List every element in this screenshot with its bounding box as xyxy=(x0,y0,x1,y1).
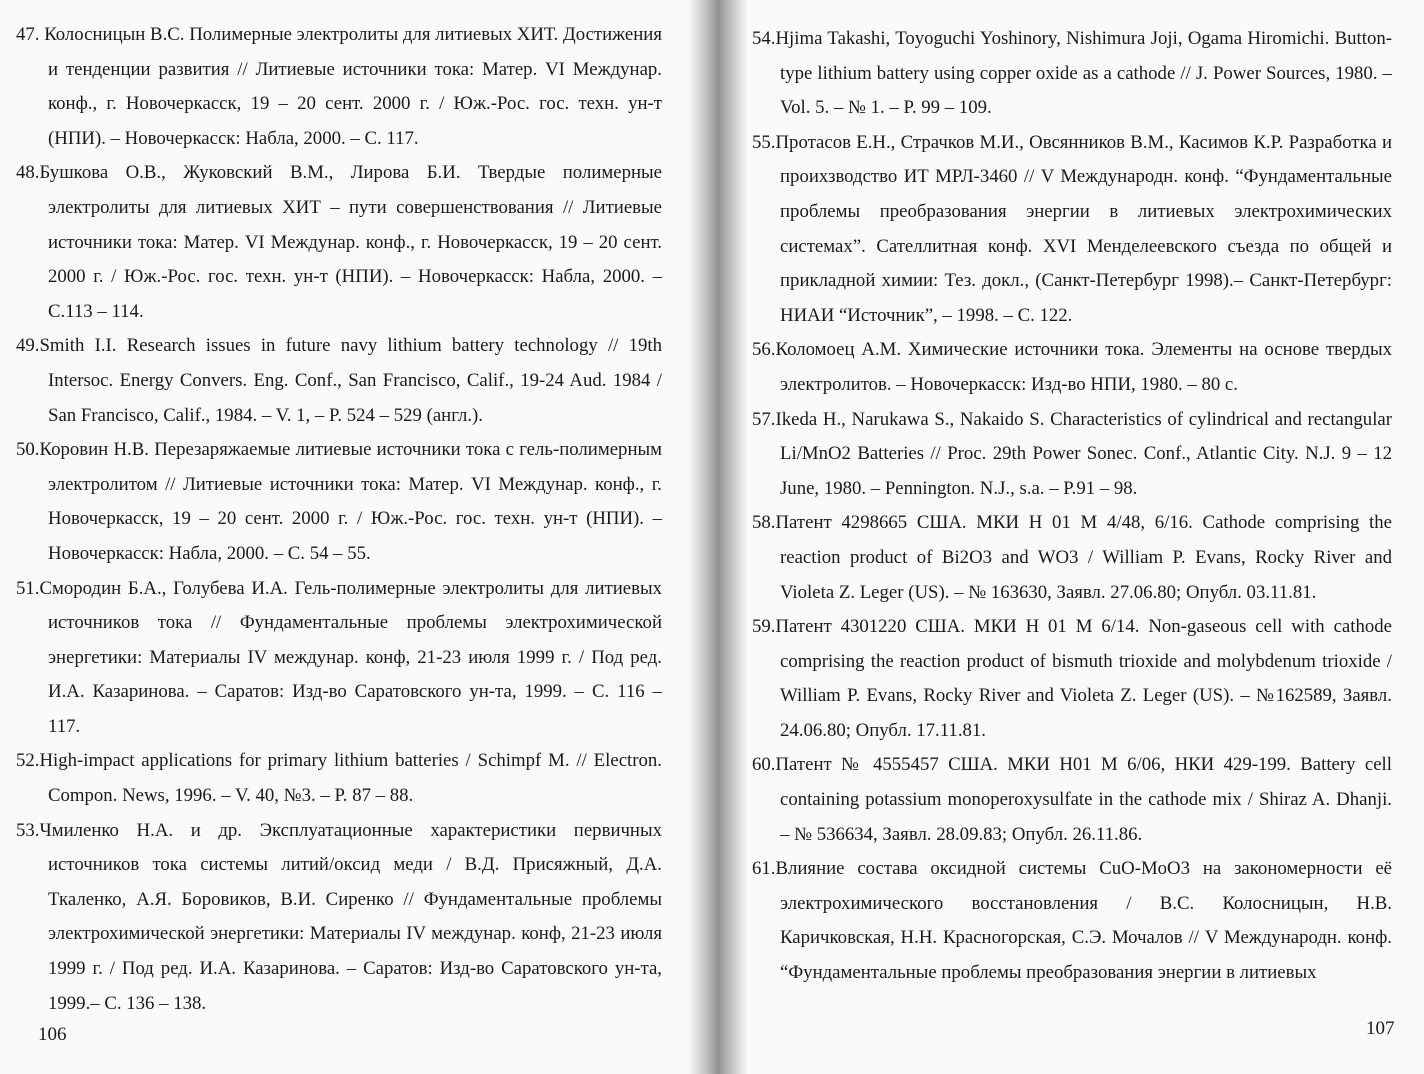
reference-number: 51. xyxy=(16,577,40,599)
reference-text: Ikeda H., Narukawa S., Nakaido S. Characteristics of cylindrical and rectangular Li/MnO2 Batteries // Proc. 29th Power Sonec. Conf., Atlantic City. N.J. 9 – 12 June, 1980. – Pennington. N.J., s.a. – P.91 – 98. xyxy=(775,408,1392,499)
reference-item xyxy=(752,852,1392,990)
reference-text: Колосницын В.С. Полимерные электролиты для литиевых ХИТ. Достижения и тенденции развития // Литиевые источники тока: Матер. VI Междунар. конф., г. Новочеркасск, 19 – 20 сент. 2000 г. / Юж.-Рос. гос. техн. ун-т (НПИ). – Новочеркасск: Набла, 2000. – С. 117. xyxy=(44,24,662,149)
reference-text: High-impact applications for primary lithium batteries / Schimpf M. // Electron. Compon. News, 1996. – V. 40, №3. – P. 87 – 88. xyxy=(39,750,662,807)
left-page xyxy=(0,0,708,1074)
reference-item xyxy=(16,572,662,745)
reference-number: 61. xyxy=(752,858,776,880)
reference-number: 56. xyxy=(752,339,776,361)
reference-text: Коломоец А.М. Химические источники тока. Элементы на основе твердых электролитов. – Новочеркасск: Изд-во НПИ, 1980. – 80 с. xyxy=(775,339,1392,395)
page-number: 106 xyxy=(38,1024,67,1045)
reference-list-right xyxy=(752,22,1392,991)
reference-item xyxy=(752,22,1392,126)
reference-number: 55. xyxy=(752,131,776,153)
reference-list-left xyxy=(16,18,662,1021)
reference-number: 49. xyxy=(16,335,40,357)
reference-number: 59. xyxy=(752,616,776,638)
reference-item xyxy=(752,610,1392,748)
reference-item xyxy=(752,126,1392,334)
reference-number: 47. xyxy=(16,24,40,45)
reference-item xyxy=(752,333,1392,402)
reference-number: 60. xyxy=(752,754,776,776)
reference-number: 52. xyxy=(16,750,40,772)
reference-text: Smith I.I. Research issues in future navy lithium battery technology // 19th Intersoc. Energy Convers. Eng. Conf., San Francisco, Calif., 19-24 Aud. 1984 / San Francisco, Calif., 1984. – V. 1, – P. 524 – 529 (англ.). xyxy=(39,335,662,426)
reference-item xyxy=(16,433,662,571)
reference-item xyxy=(752,748,1392,852)
reference-text: Патент 4301220 США. МКИ Н 01 М 6/14. Non-gaseous cell with cathode comprising the reaction product of bismuth trioxide and molybdenum trioxide / William P. Evans, Rocky River and Violeta Z. Leger (US). – №162589, Заявл. 24.06.80; Опубл. 17.11.81. xyxy=(775,616,1392,741)
reference-text: Смородин Б.А., Голубева И.А. Гель-полимерные электролиты для литиевых источников тока // Фундаментальные проблемы электрохимической энергетики: Материалы IV междунар. конф, 21-23 июля 1999 г. / Под ред. И.А. Казаринова. – Саратов: Изд-во Саратовского ун-та, 1999. – С. 116 – 117. xyxy=(39,577,662,737)
right-page xyxy=(708,0,1424,1074)
reference-item xyxy=(16,18,662,156)
reference-text: Hjima Takashi, Toyoguchi Yoshinory, Nishimura Joji, Ogama Hiromichi. Button-type lithium battery using copper oxide as a cathode // J. Power Sources, 1980. – Vol. 5. – № 1. – P. 99 – 109. xyxy=(775,28,1392,119)
reference-text: Бушкова О.В., Жуковский В.М., Лирова Б.И. Твердые полимерные электролиты для литиевых ХИТ – пути совершенствования // Литиевые источники тока: Матер. VI Междунар. конф., г. Новочеркасск, 19 – 20 сент. 2000 г. / Юж.-Рос. гос. техн. ун-т (НПИ). – Новочеркасск: Набла, 2000. – С.113 – 114. xyxy=(39,162,662,322)
reference-text: Патент 4298665 США. МКИ Н 01 М 4/48, 6/16. Cathode comprising the reaction product of Bi2O3 and WO3 / William P. Evans, Rocky River and Violeta Z. Leger (US). – № 163630, Заявл. 27.06.80; Опубл. 03.11.81. xyxy=(775,512,1392,603)
reference-number: 48. xyxy=(16,162,40,184)
page-number: 107 xyxy=(1366,1018,1395,1039)
reference-number: 54. xyxy=(752,28,776,49)
reference-item xyxy=(16,329,662,433)
reference-item xyxy=(16,744,662,813)
reference-number: 53. xyxy=(16,819,40,841)
reference-number: 50. xyxy=(16,439,40,461)
reference-item xyxy=(752,506,1392,610)
reference-text: Влияние состава оксидной системы CuO-MoO3 на закономерности её электрохимического восстановления / В.С. Колосницын, Н.В. Каричковская, Н.Н. Красногорская, С.Э. Мочалов // V Международн. конф. “Фундаментальные проблемы преобразования энергии в литиевых xyxy=(775,858,1392,984)
reference-item xyxy=(16,156,662,329)
reference-text: Коровин Н.В. Перезаряжаемые литиевые источники тока с гель-полимерным электролитом // Литиевые источники тока: Матер. VI Междунар. конф., г. Новочеркасск, 19 – 20 сент. 2000 г. / Юж.-Рос. гос. техн. ун-т (НПИ). – Новочеркасск: Набла, 2000. – С. 54 – 55. xyxy=(39,439,662,564)
reference-item xyxy=(16,814,662,1022)
reference-number: 57. xyxy=(752,408,776,430)
reference-text: Чмиленко Н.А. и др. Эксплуатационные характеристики первичных источников тока системы литий/оксид меди / В.Д. Присяжный, Д.А. Ткаленко, А.Я. Боровиков, В.И. Сиренко // Фундаментальные проблемы электрохимической энергетики: Материалы IV междунар. конф, 21-23 июля 1999 г. / Под ред. И.А. Казаринова. – Саратов: Изд-во Саратовского ун-та, 1999.– С. 136 – 138. xyxy=(39,819,662,1014)
reference-item xyxy=(752,403,1392,507)
reference-text: Протасов Е.Н., Страчков М.И., Овсянников В.М., Касимов К.Р. Разработка и проихзводство ИТ МРЛ-3460 // V Международн. конф. “Фундаментальные проблемы преобразования энергии в литиевых электрохимических системах”. Сателлитная конф. XVI Менделеевского съезда по общей и прикладной химии: Тез. докл., (Санкт-Петербург 1998).– Санкт-Петербург: НИАИ “Источник”, – 1998. – С. 122. xyxy=(775,131,1392,326)
reference-number: 58. xyxy=(752,512,776,534)
reference-text: Патент № 4555457 США. МКИ Н01 М 6/06, НКИ 429-199. Battery cell containing potassium monoperoxysulfate in the cathode mix / Shiraz A. Dhanji. – № 536634, Заявл. 28.09.83; Опубл. 26.11.86. xyxy=(775,754,1392,845)
